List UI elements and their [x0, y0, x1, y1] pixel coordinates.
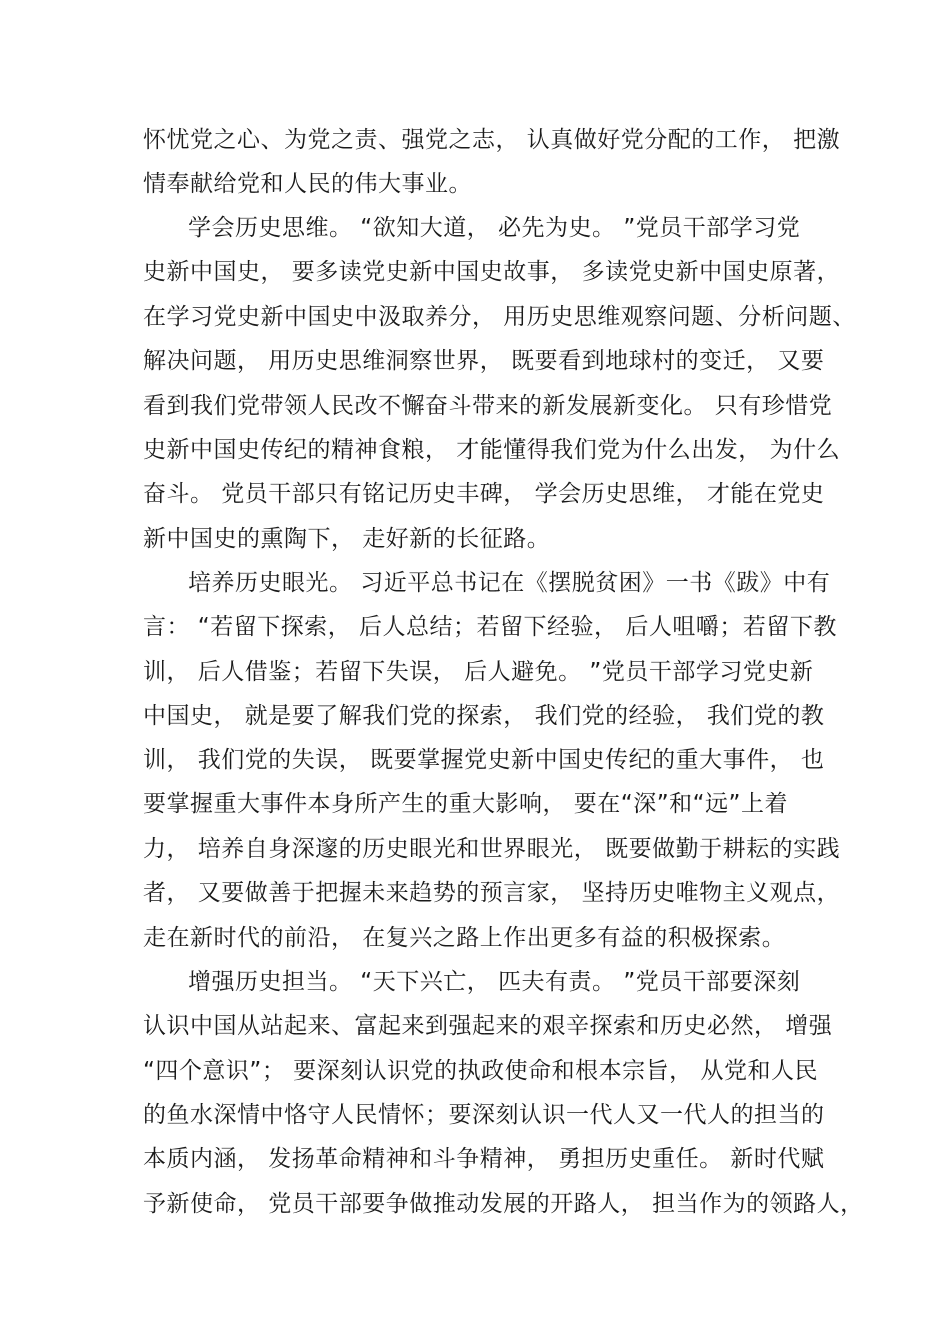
paragraph-start-line: 增强历史担当。 “天下兴亡， 匹夫有责。 ”党员干部要深刻	[188, 969, 801, 995]
text-line: 在学习党史新中国史中汲取养分， 用历史思维观察问题、分析问题、	[143, 304, 856, 330]
text-line: 情奉献给党和人民的伟大事业。	[143, 171, 472, 197]
text-line: 解决问题， 用历史思维洞察世界， 既要看到地球村的变迁， 又要	[143, 348, 825, 374]
text-line: “四个意识”； 要深刻认识党的执政使命和根本宗旨， 从党和人民	[143, 1058, 818, 1084]
text-line: 本质内涵， 发扬革命精神和斗争精神， 勇担历史重任。 新时代赋	[143, 1146, 825, 1172]
text-line: 要掌握重大事件本身所产生的重大影响， 要在“深”和“远”上着	[143, 791, 788, 817]
text-line: 怀忧党之心、为党之责、强党之志， 认真做好党分配的工作， 把激	[143, 127, 841, 153]
text-line: 的鱼水深情中恪守人民情怀；要深刻认识一代人又一代人的担当的	[143, 1102, 825, 1128]
text-line: 予新使命， 党员干部要争做推动发展的开路人， 担当作为的领路人，	[143, 1191, 864, 1217]
text-line: 走在新时代的前沿， 在复兴之路上作出更多有益的积极探索。	[143, 925, 786, 951]
text-line: 史新中国史传纪的精神食粮， 才能懂得我们党为什么出发， 为什么	[143, 437, 841, 463]
text-line: 奋斗。 党员干部只有铭记历史丰碑， 学会历史思维， 才能在党史	[143, 481, 825, 507]
text-line: 训， 后人借鉴；若留下失误， 后人避免。 ”党员干部学习党史新	[143, 659, 814, 685]
paragraph-start-line: 培养历史眼光。 习近平总书记在《摆脱贫困》一书《跋》中有	[188, 570, 831, 596]
text-line: 中国史， 就是要了解我们党的探索， 我们党的经验， 我们党的教	[143, 703, 825, 729]
paragraph-start-line: 学会历史思维。 “欲知大道， 必先为史。 ”党员干部学习党	[188, 215, 801, 241]
text-line: 力， 培养自身深邃的历史眼光和世界眼光， 既要做勤于耕耘的实践	[143, 836, 841, 862]
text-line: 看到我们党带领人民改不懈奋斗带来的新发展新变化。 只有珍惜党	[143, 393, 833, 419]
text-line: 新中国史的熏陶下， 走好新的长征路。	[143, 526, 551, 552]
text-line: 者， 又要做善于把握未来趋势的预言家， 坚持历史唯物主义观点，	[143, 880, 841, 906]
text-line: 训， 我们党的失误， 既要掌握党史新中国史传纪的重大事件， 也	[143, 747, 825, 773]
text-line: 史新中国史， 要多读党史新中国史故事， 多读党史新中国史原著，	[143, 259, 841, 285]
text-line: 言： “若留下探索， 后人总结；若留下经验， 后人咀嚼；若留下教	[143, 614, 837, 640]
text-line: 认识中国从站起来、富起来到强起来的艰辛探索和历史必然， 增强	[143, 1013, 833, 1039]
